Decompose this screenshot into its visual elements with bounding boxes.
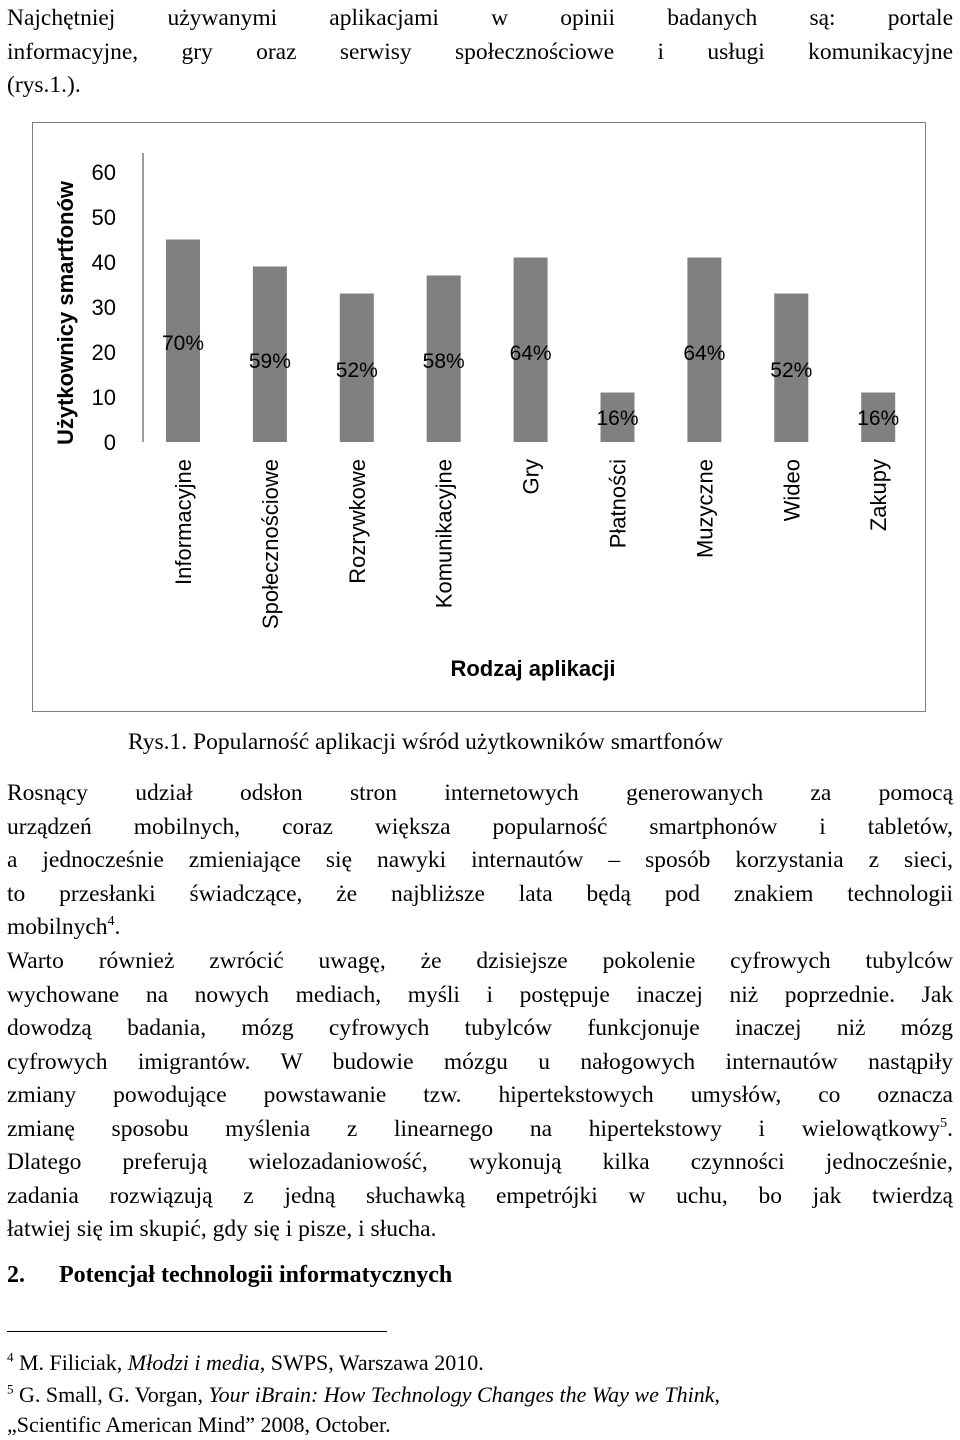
footnote-mark: 4: [7, 1349, 14, 1365]
text-line: dowodzą badania, mózg cyfrowych tubylców funkcjonuje inaczej niż mózg: [7, 1015, 953, 1041]
y-tick-label: 20: [91, 340, 116, 365]
intro-paragraph: [7, 2, 953, 103]
data-label: 16%: [857, 407, 900, 430]
y-tick-label: 10: [91, 385, 116, 410]
bar-chart: [33, 123, 927, 713]
data-label: 52%: [335, 359, 378, 382]
text-line: Dlatego preferują wielozadaniowość, wykonują kilka czynności jednocześnie,: [7, 1149, 953, 1175]
x-tick-label: Płatności: [605, 459, 631, 549]
x-tick-label: Muzyczne: [692, 459, 718, 559]
footnote-mark: 5: [7, 1381, 14, 1397]
x-axis-labels: [171, 459, 891, 629]
y-axis-title: Użytkownicy smartfonów: [53, 180, 78, 446]
data-label: 70%: [161, 332, 205, 355]
data-label: 59%: [248, 350, 291, 373]
footnote-divider: [7, 1331, 387, 1332]
paragraph-2: [7, 945, 953, 1247]
paragraph-1: [7, 777, 953, 945]
x-tick-label: Komunikacyjne: [431, 459, 457, 609]
data-label: 58%: [422, 350, 465, 373]
text-line: a jednocześnie zmieniające się nawyki internautów – sposób korzystania z sieci,: [7, 847, 953, 873]
footnote-reference: 4: [107, 914, 115, 930]
x-tick-label: Zakupy: [866, 459, 892, 532]
footnote-text: „Scientific American Mind” 2008, October.: [7, 1412, 391, 1437]
data-label: 52%: [770, 359, 813, 382]
text-line: [7, 1113, 953, 1147]
footnote-4: [7, 1348, 484, 1378]
y-tick-label: 60: [91, 160, 116, 185]
text-fragment: .: [114, 914, 121, 940]
intro-line: informacyjne, gry oraz serwisy społecznościowe i usługi komunikacyjne: [7, 38, 953, 65]
figure-caption: Rys.1. Popularność aplikacji wśród użytkowników smartfonów: [128, 729, 723, 755]
footnote-text: M. Filiciak,: [13, 1350, 128, 1375]
x-tick-label: Informacyjne: [171, 459, 196, 585]
x-tick-label: Gry: [518, 458, 544, 495]
footnote-5: [7, 1380, 720, 1440]
y-tick-label: 30: [91, 295, 116, 320]
text-line: zadania rozwiązują z jedną słuchawką empetrójki w uchu, bo jak twierdzą: [7, 1182, 953, 1209]
x-tick-label: Wideo: [779, 459, 805, 522]
text-line: wychowane na nowych mediach, myśli i postępuje inaczej niż poprzednie. Jak: [7, 981, 953, 1008]
text-fragment: .: [947, 1115, 953, 1142]
text-line: Rosnący udział odsłon stron internetowych generowanych za pomocą: [7, 780, 953, 806]
y-tick-label: 40: [91, 250, 116, 275]
text-line: zmiany powodujące powstawanie tzw. hipertekstowych umysłów, co oznacza: [7, 1082, 953, 1108]
footnote-text: , SWPS, Warszawa 2010.: [259, 1350, 484, 1375]
text-line: łatwiej się im skupić, gdy się i pisze, i słucha.: [7, 1216, 437, 1242]
chart-frame: [32, 122, 926, 712]
footnote-text: ,: [714, 1382, 720, 1407]
footnote-title: Młodzi i media: [127, 1350, 260, 1375]
section-title: Potencjał technologii informatycznych: [59, 1262, 453, 1288]
y-axis-ticks: [92, 160, 116, 455]
y-tick-label: 50: [91, 205, 116, 230]
text-fragment: zmianę sposobu myślenia z linearnego na hipertekstowy i wielowątkowy: [7, 1115, 941, 1142]
section-heading: [7, 1262, 452, 1289]
text-line: to przesłanki świadczące, że najbliższe lata będą pod znakiem technologii: [7, 880, 953, 907]
x-axis-title: Rodzaj aplikacji: [450, 656, 616, 681]
section-number: 2.: [7, 1262, 25, 1288]
data-label: 16%: [596, 407, 639, 430]
text-line: [7, 911, 953, 945]
text-line: urządzeń mobilnych, coraz większa popularność smartphonów i tabletów,: [7, 813, 953, 840]
intro-line: (rys.1.).: [7, 72, 81, 98]
footnote-title: Your iBrain: How Technology Changes the Way we Think: [208, 1382, 715, 1407]
footnote-reference: 5: [940, 1115, 948, 1131]
y-tick-label: 0: [103, 430, 116, 455]
x-tick-label: Społecznościowe: [257, 459, 283, 629]
intro-line: Najchętniej używanymi aplikacjami w opinii badanych są: portale: [7, 5, 953, 31]
data-label: 64%: [683, 342, 726, 365]
footnote-text: G. Small, G. Vorgan,: [13, 1382, 209, 1407]
text-fragment: mobilnych: [7, 914, 108, 940]
text-line: Warto również zwrócić uwagę, że dzisiejsze pokolenie cyfrowych tubylców: [7, 948, 953, 974]
x-tick-label: Rozrywkowe: [344, 459, 370, 584]
bars: [166, 240, 895, 443]
text-line: cyfrowych imigrantów. W budowie mózgu u nałogowych internautów nastąpiły: [7, 1048, 953, 1075]
data-label: 64%: [509, 342, 552, 365]
